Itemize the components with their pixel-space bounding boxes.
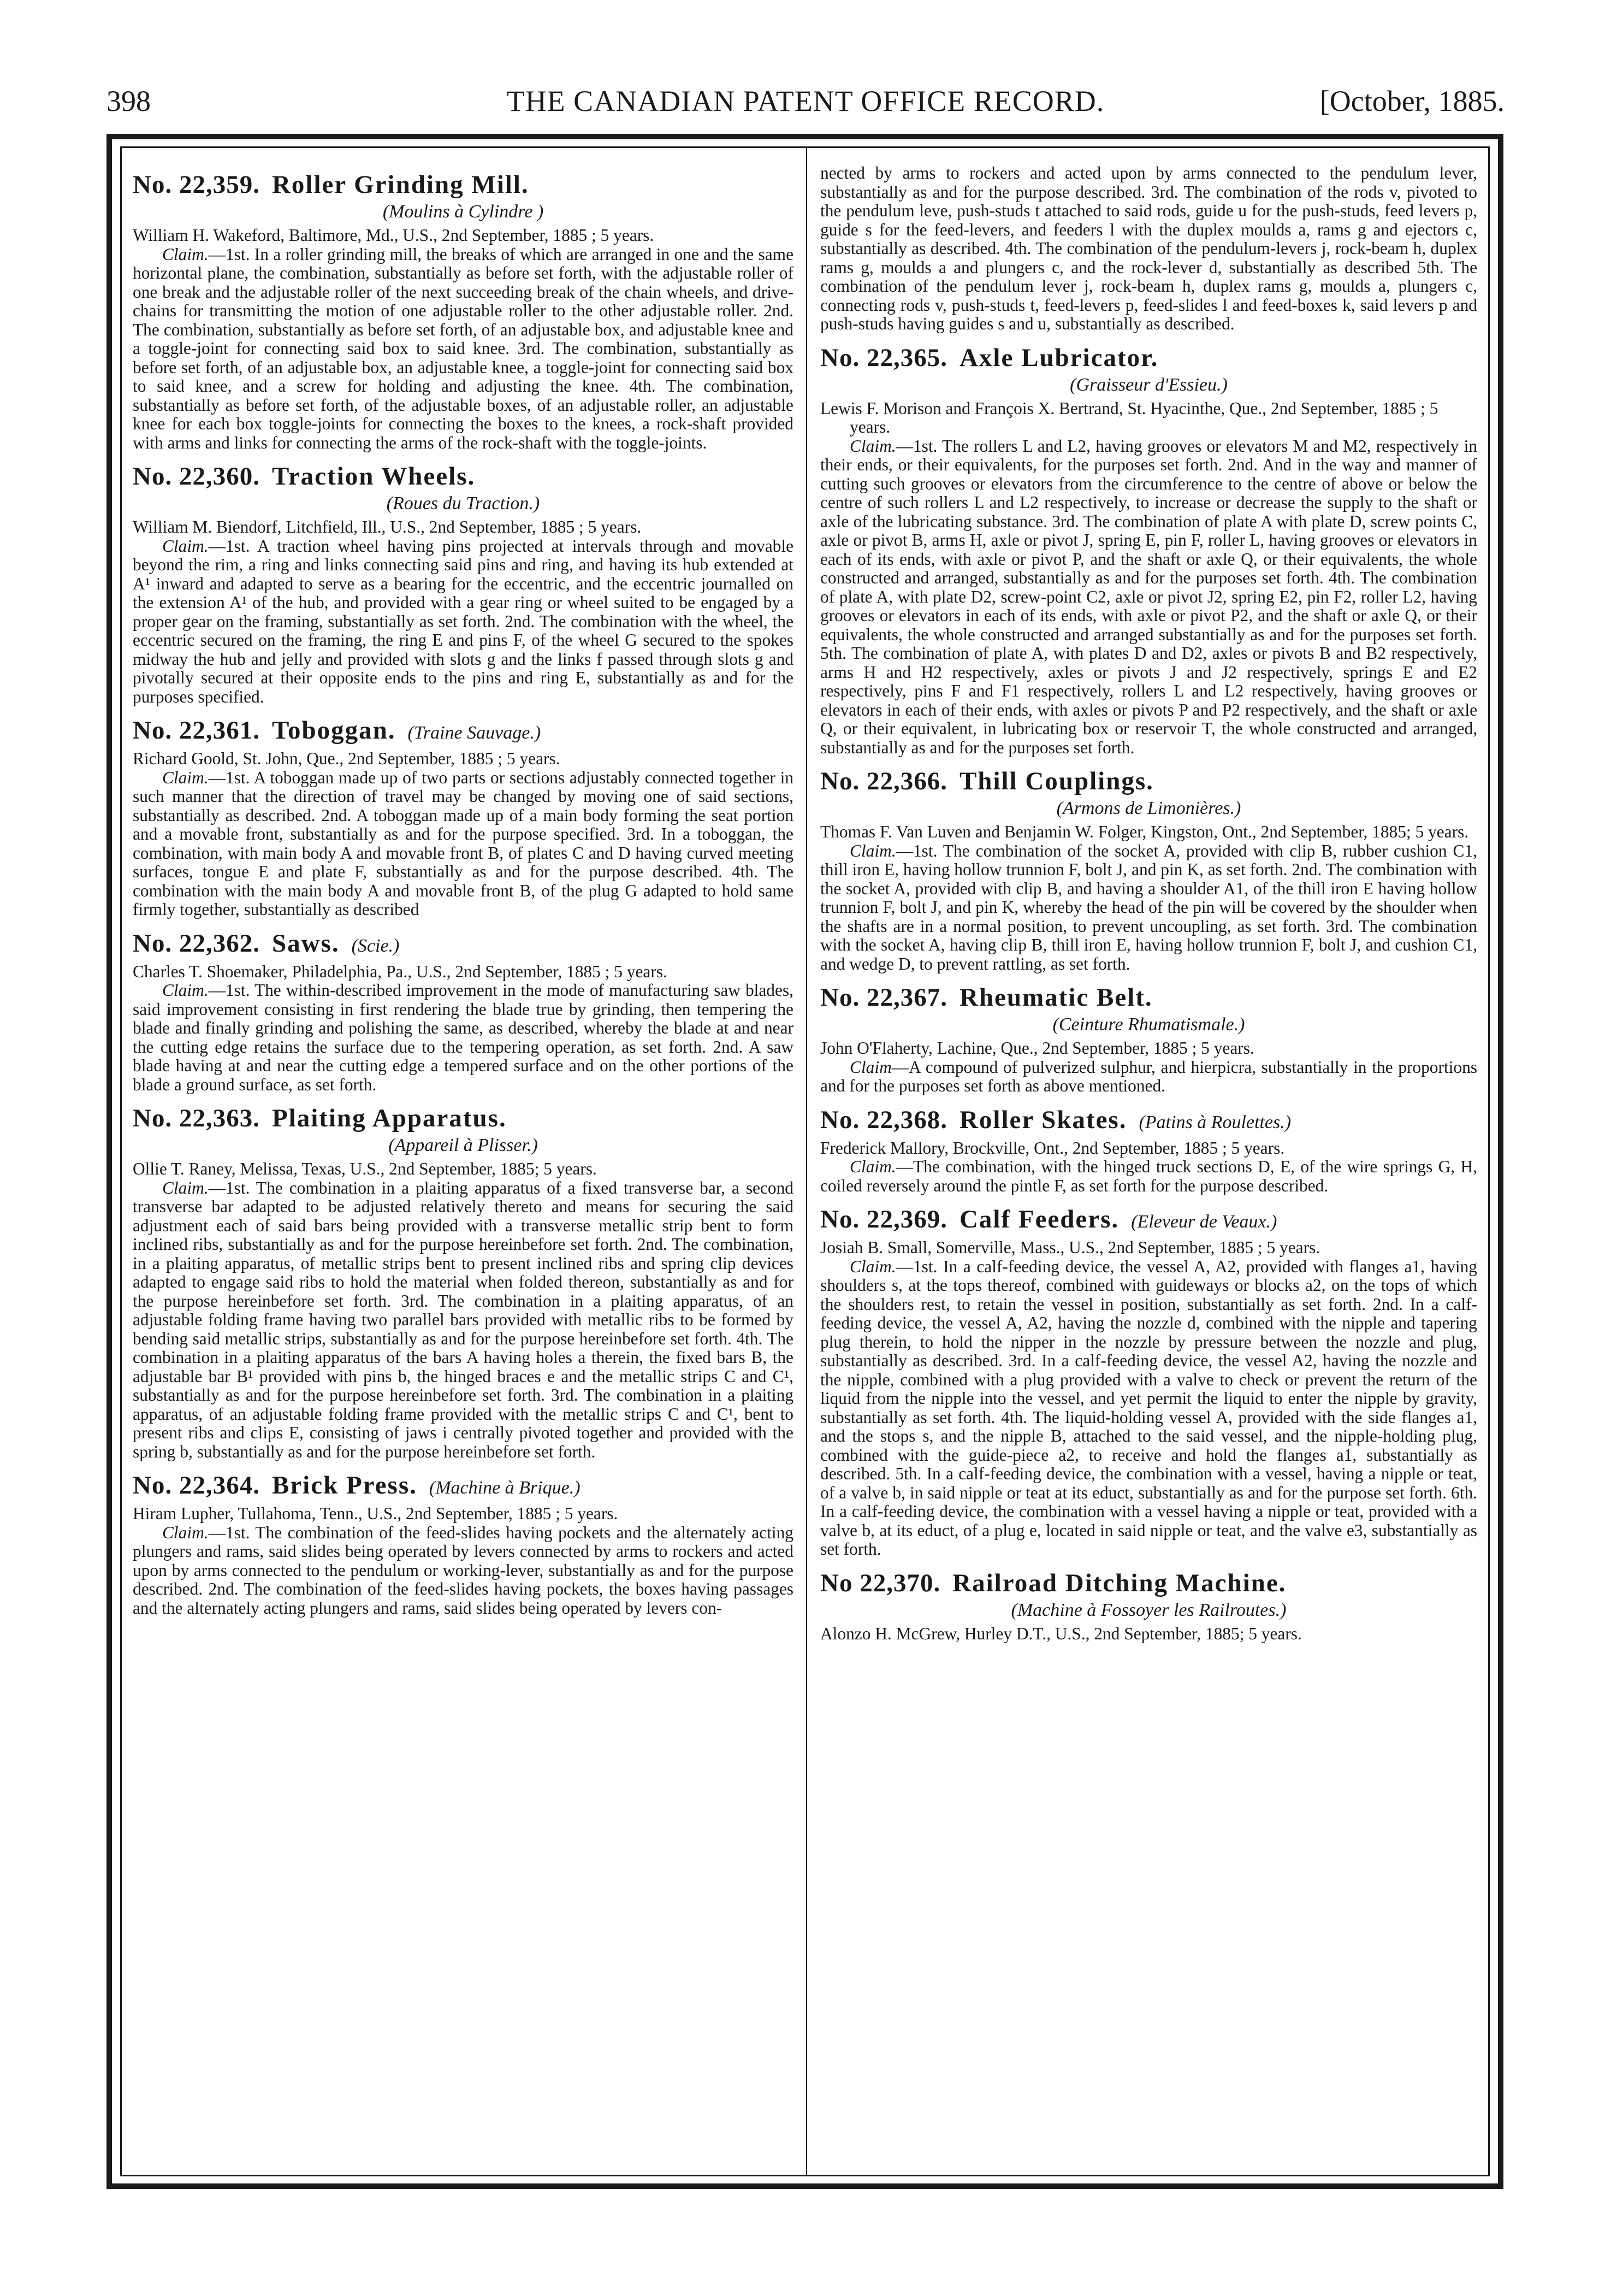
claim-text — [133, 245, 793, 453]
inventor-line: Frederick Mallory, Brockville, Ont., 2nd September, 1885 ; 5 years. — [820, 1138, 1285, 1158]
french-title: (Roues du Traction.) — [386, 493, 540, 513]
patent-number: No. 22,363. — [133, 1104, 260, 1132]
patent-entry-22364 — [133, 1469, 793, 1618]
inventor-line: Alonzo H. McGrew, Hurley D.T., U.S., 2nd September, 1885; 5 years. — [820, 1624, 1302, 1643]
patent-heading — [133, 168, 793, 201]
inventor-line: William M. Biendorf, Litchfield, Ill., U.S., 2nd September, 1885 ; 5 years. — [133, 517, 642, 536]
claim-label: Claim. — [850, 841, 896, 860]
patent-title: Thill Couplings. — [959, 767, 1154, 795]
claim-label: Claim. — [162, 768, 209, 787]
patent-title: Roller Grinding Mill. — [271, 170, 529, 199]
patent-heading — [133, 1469, 793, 1504]
french-title: (Scie.) — [351, 935, 400, 956]
claim-text — [133, 1179, 793, 1462]
right-column — [820, 164, 1477, 2163]
french-title: (Graisseur d'Essieu.) — [1070, 374, 1228, 395]
patent-title: Brick Press. — [271, 1471, 417, 1500]
patent-number: No. 22,368. — [820, 1105, 947, 1134]
patent-heading — [820, 1203, 1477, 1238]
patent-number: No. 22,361. — [133, 716, 260, 745]
patent-heading — [820, 981, 1477, 1014]
french-title: (Ceinture Rhumatismale.) — [1052, 1014, 1245, 1035]
issue-date: [October, 1885. — [1319, 85, 1505, 117]
patent-heading — [133, 714, 793, 749]
page-number: 398 — [106, 85, 151, 117]
patent-title: Rheumatic Belt. — [959, 983, 1153, 1012]
patent-number: No. 22,366. — [820, 767, 947, 795]
french-title: (Patins à Roulettes.) — [1139, 1112, 1292, 1132]
patent-entry-22366 — [820, 765, 1477, 973]
patent-entry-22359 — [133, 168, 793, 452]
claim-body: —1st. The combination of the socket A, provided with clip B, rubber cushion C1, thill iron E, having hollow trunnion F, bolt J, and pin K, as set forth. 2nd. The combination with the socket A, provided with clip B, and having a shoulder A1, of the thill iron E having hollow trunnion F, bolt J, and pin K, whereby the head of the pin will be covered by the shoulder when the shafts are in a normal position, to prevent uncoupling, as set forth. 3rd. The combination with the socket A, having clip B, thill iron E, having hollow trunnion F, bolt J, and cushion C1, and wedge D, to prevent rattling, as set forth. — [820, 841, 1477, 973]
claim-body: —1st. The rollers L and L2, having grooves or elevators M and M2, respectively in their ends, or their equivalents, for the purposes set forth. 2nd. And in the way and manner of cutting such grooves or elevators from the circumference to the centre of above or below the centre of such rollers L and L2 respectively, to increase or decrease the supply to the shaft or axle of the lubricating substance. 3rd. The combination of plate A with plate D, screw points C, axle or pivot B, arms H, axle or pivot J, spring E, pin F, roller L, having grooves or elevators in each of its ends, with axle or pivot P, and the shaft or axle Q, or their equivalents, the whole constructed and arranged, substantially as and for the purposes set forth. 4th. The combination of plate A, with plate D2, screw-point C2, axle or pivot J2, spring E2, pin F2, roller L2, having grooves or elevators in each of its ends, with axle or pivot P2, and the shaft or axle Q, or their equivalents, the whole constructed and arranged substantially as and for the purposes set forth. 5th. The combination of plate A, with plates D and D2, axles or pivots B and B2 respectively, arms H and H2 respectively, axles or pivots J and J2 respectively, springs E and E2 respectively, pins F and F1 respectively, rollers L and L2 respectively, having grooves or elevators in each of their ends, with axles or pivots P and P2 respectively, and the shaft or axle Q, or their equivalent, in lubricating box or reservoir T, the whole constructed and arranged, substantially as and for the purposes set forth. — [820, 436, 1477, 757]
claim-body: —1st. A traction wheel having pins projected at intervals through and movable beyond the rim, a ring and links connecting said pins and ring, and having its hub extended at A¹ inward and adapted to serve as a bearing for the eccentric, and the eccentric journalled on the extension A¹ of the hub, and provided with a gear ring or wheel suited to be engaged by a proper gear on the framing, substantially as set forth. 2nd. The combination with the wheel, the eccentric secured on the framing, the ring E and pins F, of the wheel G secured to the spokes midway the hub and jelly and provided with slots g and the links f passed through slots g and pivotally secured at their opposite ends to the pins and ring E, substantially as and for the purposes specified. — [133, 536, 793, 706]
claim-body: —1st. A toboggan made up of two parts or sections adjustably connected together in such manner that the direction of travel may be changed by moving one of said sections, substantially as described. 2nd. A toboggan made up of a main body forming the seat portion and a movable front, substantially as and for the purpose specified. 3rd. In a toboggan, the combination, with main body A and movable front B, of plates C and D having curved meeting surfaces, tongue E and plate F, substantially as and for the purpose described. 4th. The combination with the main body A and movable front B, of the plug G adapted to hold same firmly together, substantially as described — [133, 768, 793, 919]
patent-number: No. 22,359. — [133, 170, 260, 199]
patent-title: Railroad Ditching Machine. — [952, 1568, 1287, 1597]
patent-entry-22365 — [820, 341, 1477, 758]
patent-title: Saws. — [271, 929, 340, 958]
french-title: (Armons de Limonières.) — [1056, 798, 1241, 818]
patent-entry-22368 — [820, 1103, 1477, 1196]
inventor-line: Charles T. Shoemaker, Philadelphia, Pa., U.S., 2nd September, 1885 ; 5 years. — [133, 961, 667, 981]
claim-continuation: nected by arms to rockers and acted upon by arms connected to the pendulum lever, substantially as and for the purpose described. 3rd. The combination of the rods v, pivoted to the pendulum leve, push-studs t attached to said rods, guide u for the push-studs, feed levers p, guide s for the feed-levers, and feeders l with the duplex moulds a, rams g and ejectors c, substantially as described. 4th. The combination of the pendulum-levers j, rock-beam h, duplex rams g, moulds a and plungers c, and the rock-lever d, substantially as described 5th. The combination of the pendulum lever j, rock-beam h, duplex rams g, moulds a, plungers c, connecting rods v, push-studs t, feed-levers p, feed-slides l and feed-boxes k, said levers p and push-studs having guides s and u, substantially as described. — [820, 164, 1477, 333]
patent-title: Toboggan. — [271, 716, 396, 745]
inventor-line: Ollie T. Raney, Melissa, Texas, U.S., 2nd September, 1885; 5 years. — [133, 1159, 597, 1178]
claim-body: —1st. The within-described improvement in the mode of manufacturing saw blades, said improvement consisting in first rendering the blade true by grinding, then tempering the blade and finally grinding and polishing the same, as described, whereby the blade at and near the cutting edge retains the surface due to the tempering operation, as set forth. 2nd. A saw blade having at and near the cutting edge a tempered surface and on the other portions of the blade a ground surface, as set forth. — [133, 981, 793, 1094]
patent-title: Calf Feeders. — [959, 1205, 1120, 1233]
patent-heading — [133, 460, 793, 493]
patent-title: Plaiting Apparatus. — [271, 1104, 507, 1132]
patent-number: No. 22,364. — [133, 1471, 260, 1500]
inventor-line: Richard Goold, St. John, Que., 2nd September, 1885 ; 5 years. — [133, 749, 560, 768]
patent-heading — [133, 1102, 793, 1135]
patent-heading — [133, 927, 793, 963]
patent-number: No 22,370. — [820, 1568, 941, 1597]
claim-text — [820, 1058, 1477, 1096]
claim-label: Claim. — [162, 1178, 209, 1197]
patent-entry-22369 — [820, 1203, 1477, 1559]
french-title: (Machine à Fossoyer les Railroutes.) — [1011, 1599, 1287, 1620]
patent-number: No. 22,367. — [820, 983, 947, 1012]
french-title: (Eleveur de Veaux.) — [1131, 1212, 1277, 1232]
patent-entry-22361 — [133, 714, 793, 919]
patent-heading — [820, 765, 1477, 798]
claim-text — [133, 981, 793, 1094]
claim-body: —1st. The combination in a plaiting apparatus of a fixed transverse bar, a second transverse bar adapted to be adjusted relatively thereto and means for securing the said adjustment each of said bars being provided with a transverse metallic strip bent to form inclined ribs, substantially as and for the purpose hereinbefore set forth. 2nd. The combination, in a plaiting apparatus, of metallic strips bent to present inclined ribs and spring clip devices adapted to engage said ribs to hold the material when folded thereon, substantially as and for the purpose hereinbefore set forth. 3rd. The combination in a plaiting apparatus, of an adjustable folding frame having two parallel bars provided with metallic ribs to be formed by bending said metallic strips, substantially as and for the purpose hereinbefore set forth. 4th. The combination in a plaiting apparatus of the bars A having holes a therein, the fixed bars B, the adjustable bar B¹ provided with pins b, the hinged braces e and the metallic strips C and C¹, substantially as and for the purpose hereinbefore set forth. 3rd. The combination in a plaiting apparatus, of an adjustable folding frame provided with the metallic strips C and C¹, bent to present ribs and clips E, consisting of jaws i centrally pivoted together and provided with the spring b, substantially as and for the purpose hereinbefore set forth. — [133, 1178, 793, 1461]
publication-title: THE CANADIAN PATENT OFFICE RECORD. — [506, 85, 1105, 117]
claim-text — [133, 537, 793, 707]
claim-text — [820, 1258, 1477, 1559]
patent-heading — [820, 341, 1477, 374]
claim-label: Claim. — [162, 244, 209, 264]
claim-body: —1st. The combination of the feed-slides having pockets and the alternately acting plungers and rams, said slides being operated by levers connected by arms to rockers and acted upon by arms connected to the pendulum or working-lever, substantially as and for the purpose described. 2nd. The combination of the feed-slides having pockets, the boxes having passages and the alternately acting plungers and rams, said slides being operated by levers con- — [133, 1522, 793, 1618]
patent-entry-22370 — [820, 1567, 1477, 1644]
patent-number: No. 22,360. — [133, 462, 260, 491]
patent-number: No. 22,365. — [820, 343, 947, 372]
inventor-line: Josiah B. Small, Somerville, Mass., U.S., 2nd September, 1885 ; 5 years. — [820, 1238, 1320, 1257]
left-column — [133, 164, 793, 2163]
claim-body: —A compound of pulverized sulphur, and hierpicra, substantially in the proportions and for the purposes set forth as above mentioned. — [820, 1057, 1477, 1095]
patent-title: Traction Wheels. — [271, 462, 476, 491]
patent-title: Axle Lubricator. — [959, 343, 1159, 372]
patent-number: No. 22,369. — [820, 1205, 947, 1233]
patent-entry-22367 — [820, 981, 1477, 1096]
inventor-line: Lewis F. Morison and François X. Bertrand, St. Hyacinthe, Que., 2nd September, 1885 ; 5 years. — [820, 398, 1438, 436]
running-header — [106, 82, 1505, 120]
claim-label: Claim. — [162, 981, 209, 1000]
claim-body: —The combination, with the hinged truck sections D, E, of the wire springs G, H, coiled reversely around the pintle F, as set forth for the purpose described. — [820, 1157, 1477, 1195]
claim-label: Claim. — [162, 536, 209, 556]
column-divider — [806, 146, 807, 2176]
claim-body: —1st. In a roller grinding mill, the breaks of which are arranged in one and the same horizontal plane, the combination, substantially as before set forth, with the adjustable roller of one break and the adjustable roller of the next succeeding break of the chain wheels, and drive-chains for transmitting the motion of one adjustable roller to the other adjustable roller. 2nd. The combination, substantially as before set forth, of an adjustable box, and adjustable knee and a toggle-joint for connecting said box to said knee. 3rd. The combination, substantially as before set forth, of an adjustable box, an adjustable knee, a toggle-joint for connecting said box to said knee, and a screw for holding and adjusting the knee. 4th. The combination, substantially as before set forth, of the adjustable boxes, of an adjustable roller, an adjustable knee for each box toggle-joints for connecting the boxes to the knees, a rock-shaft provided with arms and links for connecting the arms of the rock-shaft with the toggle-joints. — [133, 244, 793, 452]
patent-heading — [820, 1103, 1477, 1139]
french-title: (Moulins à Cylindre ) — [382, 202, 544, 222]
claim-text — [133, 1524, 793, 1618]
claim-label: Claim — [850, 1057, 892, 1077]
claim-label: Claim. — [850, 1157, 896, 1176]
claim-text — [133, 769, 793, 919]
patent-entry-22362 — [133, 927, 793, 1095]
claim-body: —1st. In a calf-feeding device, the vessel A, A2, provided with flanges a1, having shoulders s, at the tops thereof, combined with guideways or blocks a2, on the tops of which the shoulders rest, to retain the vessel in position, substantially as set forth. 2nd. In a calf-feeding device, the vessel A, A2, having the nozzle d, combined with the nipple and tapering plug therein, to hold the nipper in the nozzle by pressure between the nozzle and plug, substantially as described. 3rd. In a calf-feeding device, the vessel A2, having the nozzle and the nipple, combined with a plug provided with a valve to check or prevent the return of the liquid from the nipple into the vessel, and yet permit the liquid to enter the nipple by gravity, substantially as set forth. 4th. The liquid-holding vessel A, provided with the side flanges a1, and the stops s, and the nipple B, attached to the said vessel, and the nipple-holding plug, combined with the guide-piece a2, to receive and hold the flanges a1, substantially as described. 5th. In a calf-feeding device, the combination with a vessel, having a nipple or teat, of a valve b, in said nipple or teat at its educt, substantially as and for the purpose set forth. 6th. In a calf-feeding device, the combination with a vessel having a nipple or teat, provided with a valve b, at its educt, of a plug e, located in said nipple or teat, and the valve e3, substantially as set forth. — [820, 1256, 1477, 1559]
patent-entry-22363 — [133, 1102, 793, 1461]
patent-title: Roller Skates. — [959, 1105, 1127, 1134]
french-title: (Appareil à Plisser.) — [388, 1135, 538, 1155]
claim-text — [820, 842, 1477, 974]
inventor-line: William H. Wakeford, Baltimore, Md., U.S., 2nd September, 1885 ; 5 years. — [133, 226, 654, 245]
french-title: (Traine Sauvage.) — [407, 723, 541, 743]
inventor-line: Thomas F. Van Luven and Benjamin W. Folger, Kingston, Ont., 2nd September, 1885; 5 years. — [820, 822, 1469, 841]
patent-entry-22360 — [133, 460, 793, 706]
french-title: (Machine à Brique.) — [429, 1478, 581, 1498]
patent-heading — [820, 1567, 1477, 1599]
inventor-line: Hiram Lupher, Tullahoma, Tenn., U.S., 2nd September, 1885 ; 5 years. — [133, 1504, 618, 1523]
claim-label: Claim. — [850, 436, 896, 456]
claim-text — [820, 437, 1477, 758]
claim-text — [820, 1158, 1477, 1195]
claim-label: Claim. — [850, 1256, 896, 1276]
patent-number: No. 22,362. — [133, 929, 260, 958]
claim-label: Claim. — [162, 1522, 209, 1542]
inventor-line: John O'Flaherty, Lachine, Que., 2nd September, 1885 ; 5 years. — [820, 1038, 1254, 1058]
